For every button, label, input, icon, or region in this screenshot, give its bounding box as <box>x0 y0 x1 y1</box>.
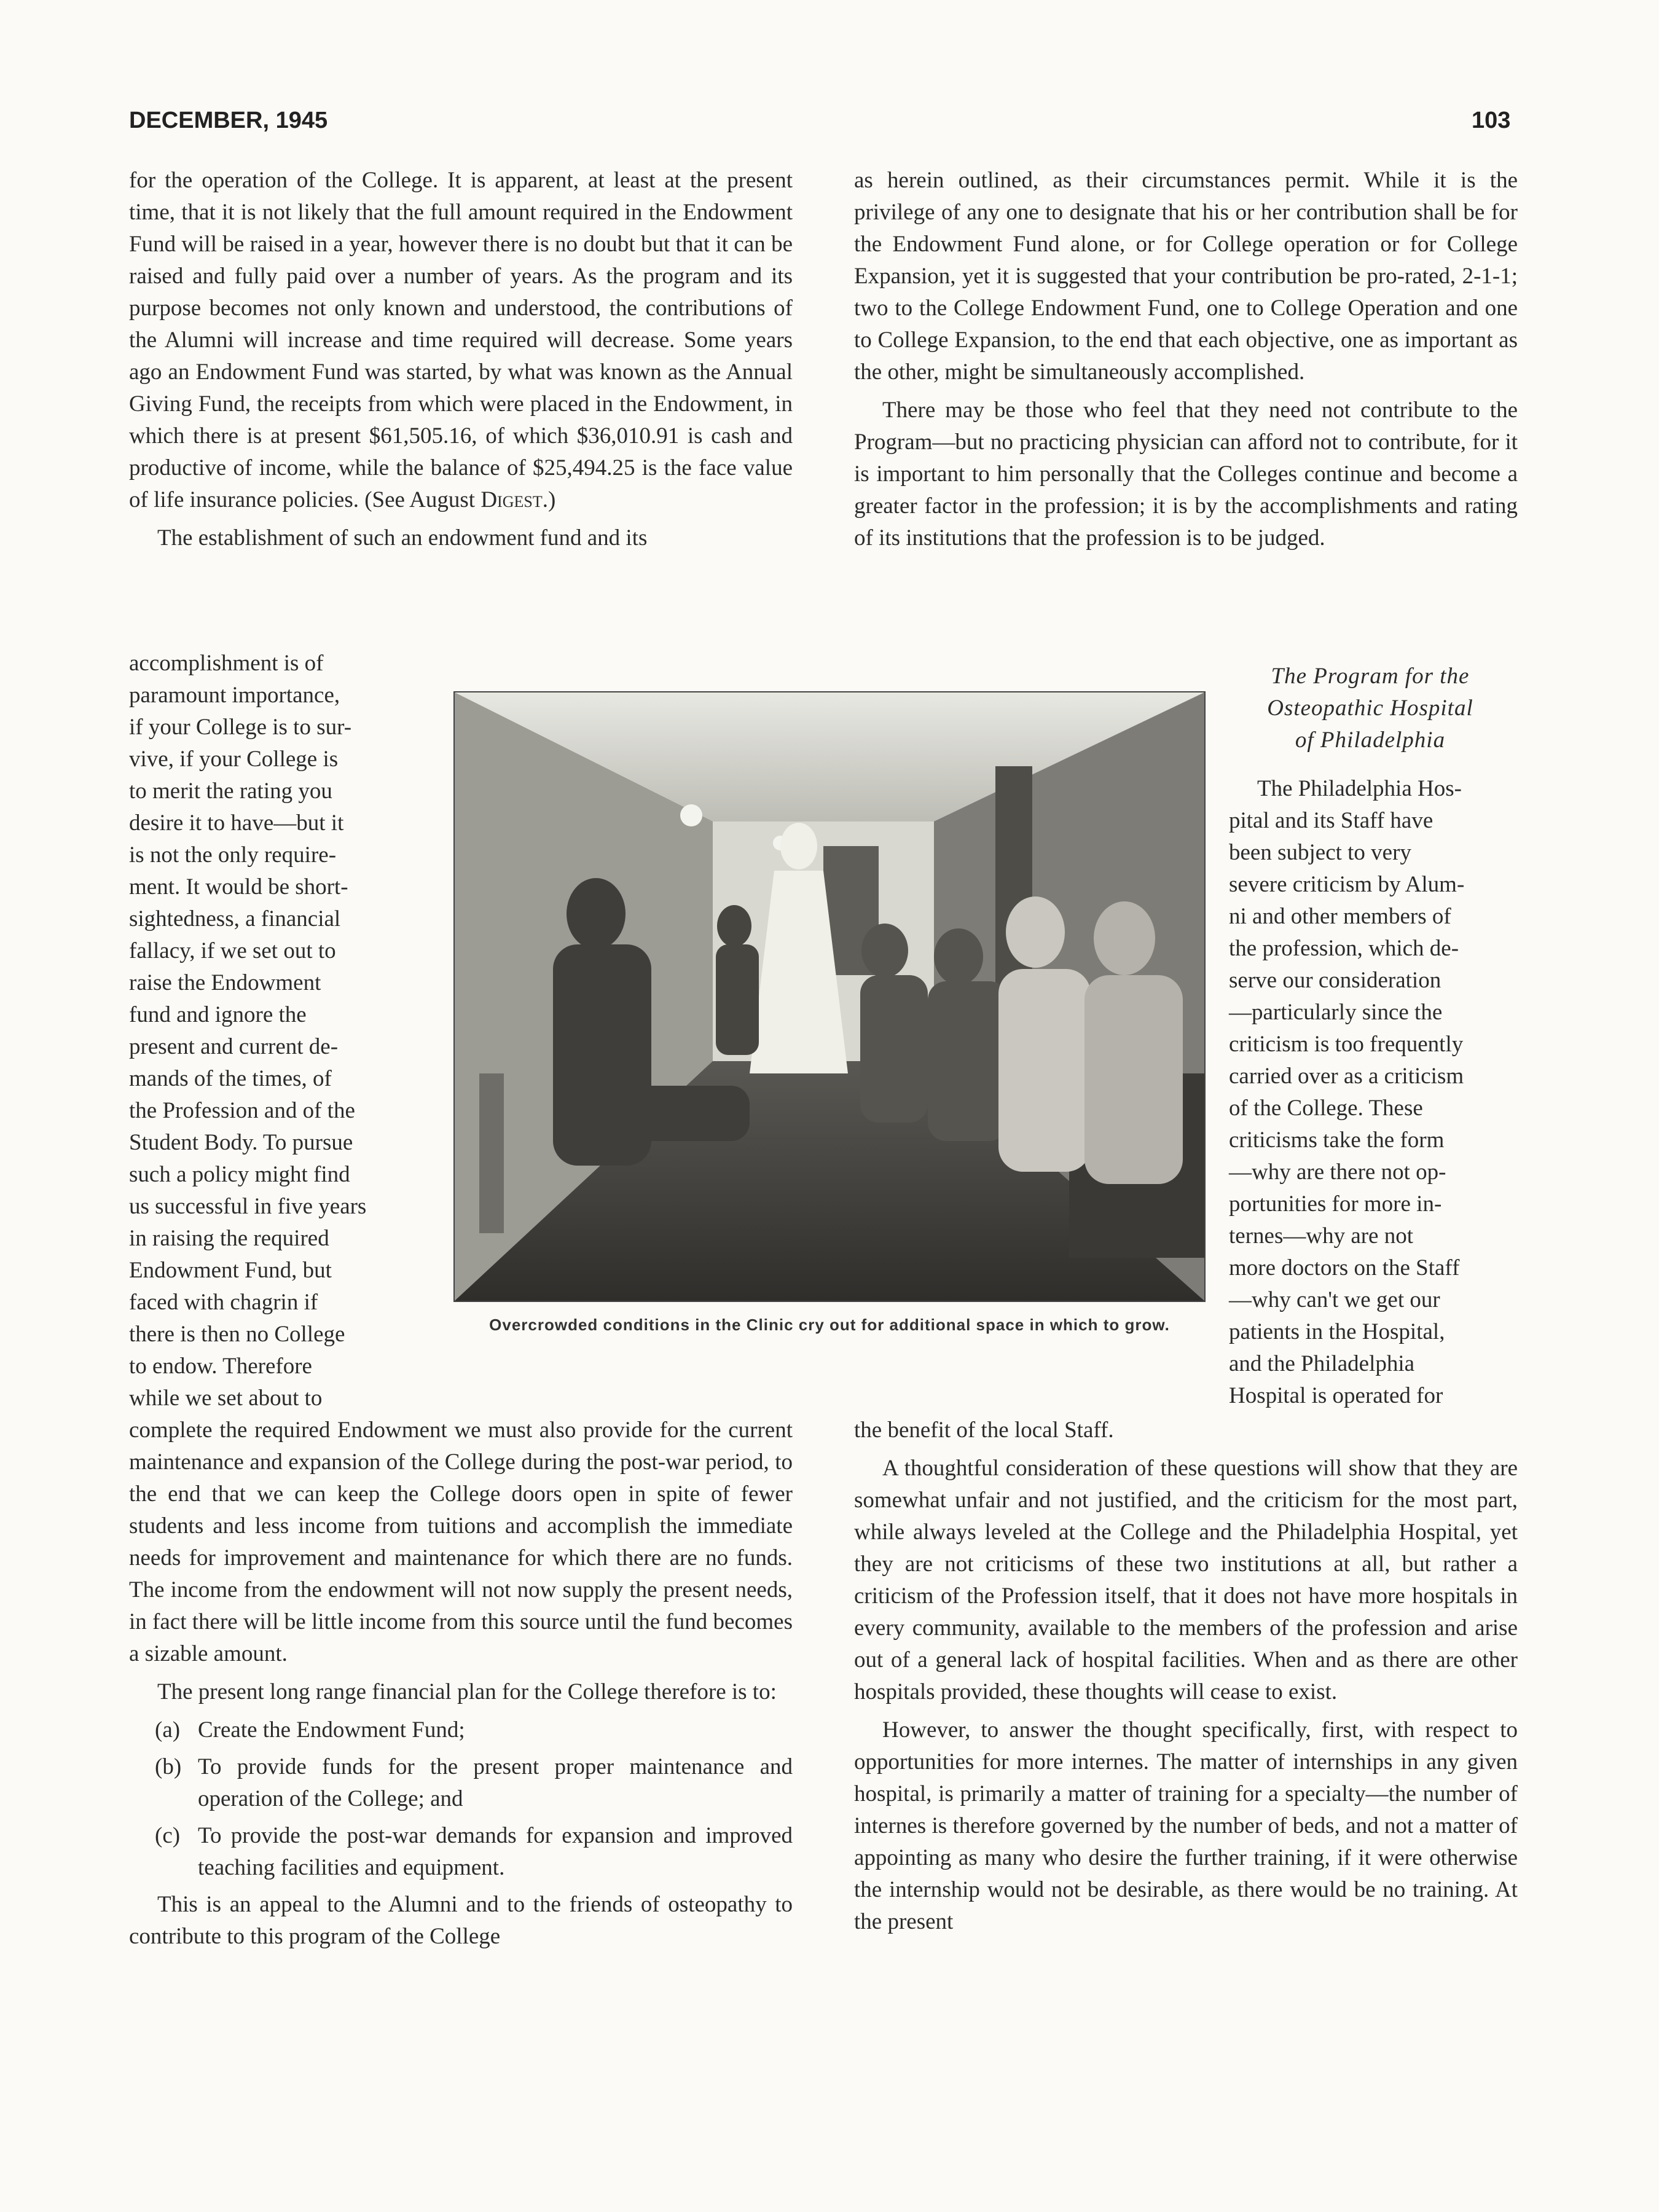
paragraph: A thoughtful consideration of these questions will show that they are somewhat unfair and not justified, and the criticism for the most part, while always leveled at the College and the Philadelphia Hospital, yet they are not criticisms of these two institutions at all, but rather a criticism of the Profession itself, that it does not have more hospitals in every community, available to the members of the profession and arise out of a general lack of hospital facilities. When and as there are other hospitals provided, these thoughts will cease to exist. <box>854 1456 1518 1704</box>
narrow-line: ni and other members of <box>1229 904 1451 929</box>
narrow-line: the profession, which de- <box>1229 936 1459 961</box>
narrow-line: —why can't we get our <box>1229 1287 1440 1312</box>
list-item: (b) To provide funds for the present proper maintenance and operation of the College; and <box>155 1754 793 1811</box>
narrow-line: been subject to very <box>1229 840 1411 865</box>
narrow-line: to endow. Therefore <box>129 1354 312 1379</box>
paragraph: as herein outlined, as their circumstances permit. While it is the privilege of any one to designate that his or her contribution shall be for the Endowment Fund alone, or for College operation or for College Expansion, yet it is suggested that your contribution be pro-rated, 2-1-1; two to the College Endowment Fund, one to College Operation and one to College Expansion, to the end that each objective, one as important as the other, might be simultaneously accomplished. <box>854 168 1518 385</box>
narrow-line: there is then no College <box>129 1322 345 1347</box>
paragraph: However, to answer the thought specifically, first, with respect to opportunities for more internes. The matter of internships in any given hospital, is primarily a matter of training for a specialty—the number of internes is therefore governed by the number of beds, and not a matter of appointing as many who desire the further training, if it were otherwise the internship would not be desirable, as there would be no training. At the present <box>854 1717 1518 1934</box>
subhead-line: The Program for the <box>1271 664 1470 689</box>
paragraph: This is an appeal to the Alumni and to the friends of osteopathy to contribute to this program of the College <box>129 1892 793 1949</box>
narrow-line: present and current de- <box>129 1034 339 1059</box>
narrow-line: faced with chagrin if <box>129 1290 318 1315</box>
paragraph: There may be those who feel that they need not contribute to the Program—but no practicing physician can afford not to contribute, for it is important to him personally that the Colleges continue and become a greater factor in the profession; it is by the accomplishments and rating of its institutions that the profession is to be judged. <box>854 398 1518 551</box>
narrow-line: paramount importance, <box>129 683 340 708</box>
narrow-line: in raising the required <box>129 1226 329 1251</box>
list-item: (a) Create the Endowment Fund; <box>155 1717 465 1743</box>
narrow-line: —why are there not op- <box>1229 1159 1446 1185</box>
narrow-line: is not the only require- <box>129 842 337 868</box>
subhead-line: Osteopathic Hospital <box>1267 696 1473 721</box>
narrow-line: criticisms take the form <box>1229 1128 1445 1153</box>
narrow-line: desire it to have—but it <box>129 810 344 836</box>
paragraph: complete the required Endowment we must also provide for the current maintenance and expansion of the College during the post-war period, to the end that we can keep the College doors open in spite of fewer students and less income from tuitions and accomplish the immediate needs for improvement and maintenance for which there are no funds. The income from the endowment will not now supply the present needs, in fact there will be little income from this source until the fund becomes a sizable amount. <box>129 1418 793 1666</box>
narrow-line: raise the Endowment <box>129 970 321 995</box>
left-column-top <box>129 165 793 554</box>
clinic-waiting-room-illustration <box>455 692 1204 1301</box>
narrow-line: ternes—why are not <box>1229 1223 1414 1249</box>
paragraph-lead: The establishment of such an endowment fund and its <box>157 525 648 551</box>
right-column-bottom <box>854 1414 1518 1944</box>
narrow-line: while we set about to <box>129 1386 323 1411</box>
narrow-line: ment. It would be short- <box>129 874 348 900</box>
narrow-line: Endowment Fund, but <box>129 1258 332 1283</box>
narrow-line: —particularly since the <box>1229 1000 1443 1025</box>
narrow-line: serve our consideration <box>1229 968 1441 993</box>
narrow-line: criticism is too frequently <box>1229 1032 1464 1057</box>
narrow-line: and the Philadelphia <box>1229 1351 1415 1376</box>
narrow-line: mands of the times, of <box>129 1066 332 1091</box>
page-number: 103 <box>1472 108 1511 133</box>
narrow-line: if your College is to sur- <box>129 715 352 740</box>
narrow-line: severe criticism by Alum- <box>1229 872 1465 897</box>
subhead-line: of Philadelphia <box>1295 728 1446 753</box>
paragraph: for the operation of the College. It is apparent, at least at the present time, that it is not likely that the full amount required in the Endowment Fund will be raised in a year, however there is no doubt but that it can be raised and fully paid over a number of years. As the program and its purpose becomes not only known and understood, the contributions of the Alumni will increase and time required will decrease. Some years ago an Endowment Fund was started, by what was known as the Annual Giving Fund, the receipts from which were placed in the Endowment, in which there is at present $61,505.16, of which $36,010.91 is cash and productive of income, while the balance of $25,494.25 is the face value of life insurance policies. (See August Digest.) <box>129 168 793 512</box>
narrow-line: such a policy might find <box>129 1162 350 1187</box>
narrow-line: of the College. These <box>1229 1096 1423 1121</box>
narrow-line: Student Body. To pursue <box>129 1130 353 1155</box>
photo-caption: Overcrowded conditions in the Clinic cry out for additional space in which to grow. <box>489 1316 1170 1334</box>
section-subhead <box>1226 661 1515 756</box>
narrow-line: portunities for more in- <box>1229 1191 1442 1217</box>
list-item: (c) To provide the post-war demands for expansion and improved teaching facilities and equipment. <box>155 1823 793 1880</box>
narrow-line: pital and its Staff have <box>1229 808 1433 833</box>
narrow-line: accomplishment is of <box>129 651 324 676</box>
paragraph-end: the benefit of the local Staff. <box>854 1418 1114 1443</box>
digest-word: Digest <box>480 487 543 512</box>
paragraph: The present long range financial plan for the College therefore is to: <box>157 1679 777 1704</box>
narrow-line: sightedness, a financial <box>129 906 341 931</box>
narrow-line: to merit the rating you <box>129 779 332 804</box>
narrow-line: fallacy, if we set out to <box>129 938 336 963</box>
narrow-line: fund and ignore the <box>129 1002 307 1027</box>
right-narrow-text <box>1229 773 1518 1412</box>
narrow-line: The Philadelphia Hos- <box>1257 776 1462 801</box>
left-narrow-text <box>129 648 418 1414</box>
narrow-line: the Profession and of the <box>129 1098 355 1123</box>
right-column-top <box>854 165 1518 560</box>
narrow-line: Hospital is operated for <box>1229 1383 1443 1408</box>
narrow-line: us successful in five years <box>129 1194 367 1219</box>
running-header-date: DECEMBER, 1945 <box>129 108 328 133</box>
left-column-bottom <box>129 1414 793 1959</box>
narrow-line: patients in the Hospital, <box>1229 1319 1445 1344</box>
narrow-line: vive, if your College is <box>129 747 339 772</box>
narrow-line: more doctors on the Staff <box>1229 1255 1460 1281</box>
clinic-photo <box>453 691 1206 1302</box>
narrow-line: carried over as a criticism <box>1229 1064 1464 1089</box>
